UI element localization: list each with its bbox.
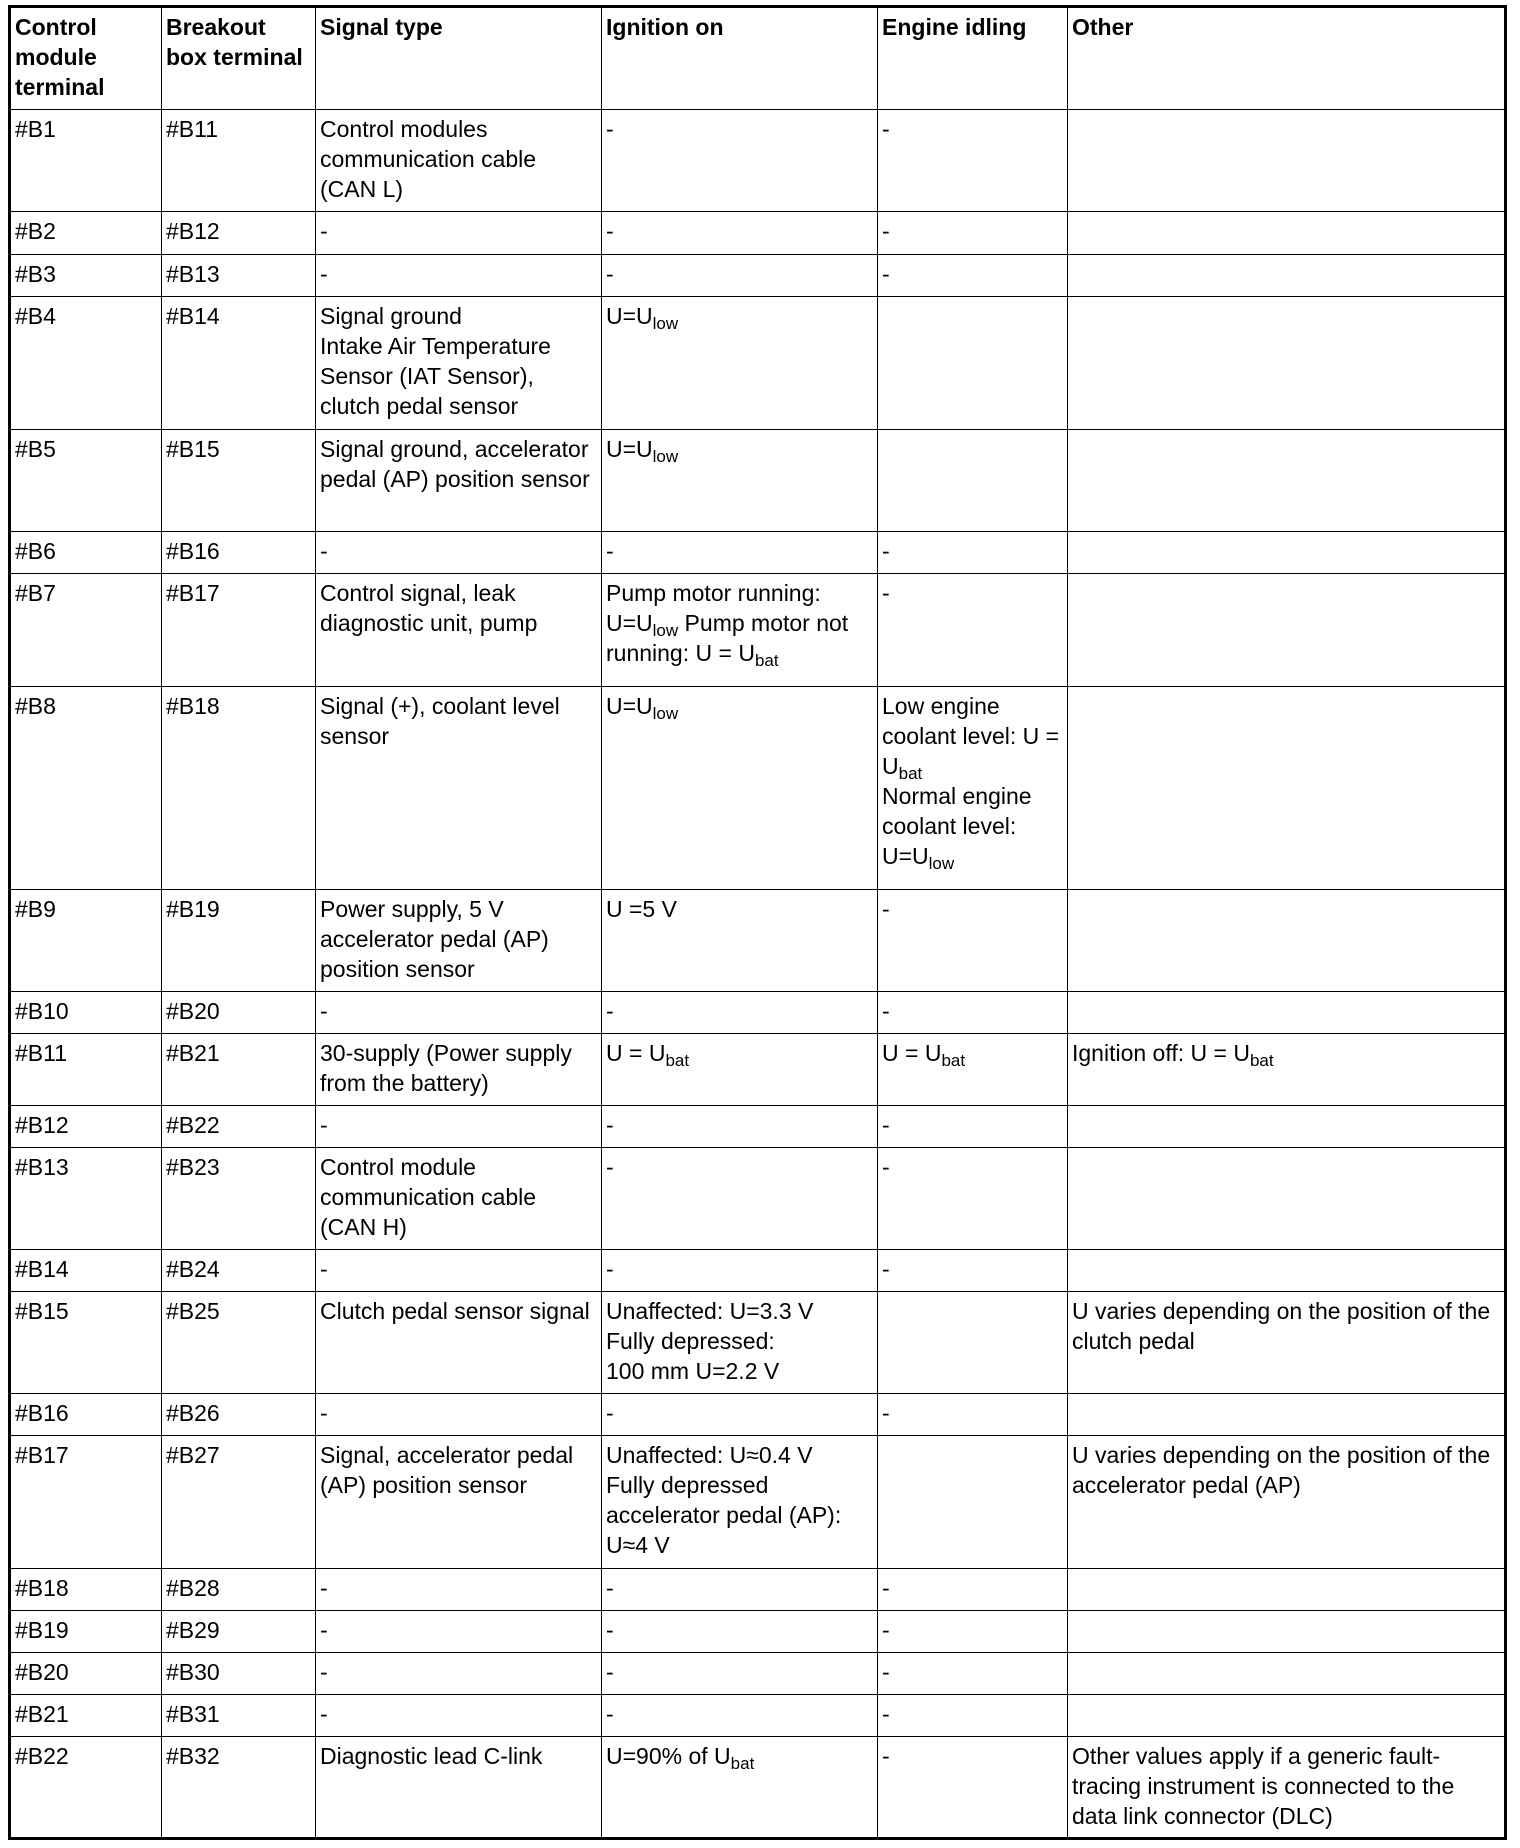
cell-text: - (882, 1617, 890, 1643)
breakout-box-terminal-cell: #B16 (162, 532, 316, 574)
table-row (10, 430, 1506, 532)
subscript-text: low (652, 704, 679, 723)
signal-type-cell (316, 687, 602, 890)
cell-text: 30-supply (Power supply from the battery) (320, 1040, 572, 1096)
control-module-terminal-cell: #B14 (10, 1250, 162, 1292)
cell-text: - (882, 538, 890, 564)
control-module-terminal-cell: #B11 (10, 1034, 162, 1106)
engine-idling-cell (878, 574, 1068, 687)
engine-idling-cell (878, 1737, 1068, 1839)
engine-idling-cell (878, 1148, 1068, 1250)
other-cell (1068, 1292, 1506, 1394)
cell-text: - (606, 1112, 614, 1138)
subscript-text: bat (730, 1754, 755, 1773)
breakout-box-terminal-cell: #B24 (162, 1250, 316, 1292)
breakout-box-terminal-cell: #B18 (162, 687, 316, 890)
cell-text: - (320, 218, 328, 244)
signal-type-cell (316, 992, 602, 1034)
table-row (10, 574, 1506, 687)
table-row (10, 890, 1506, 992)
control-module-terminal-cell: #B18 (10, 1569, 162, 1611)
cell-text: - (606, 1256, 614, 1282)
breakout-box-terminal-cell: #B22 (162, 1106, 316, 1148)
subscript-text: bat (665, 1051, 690, 1070)
breakout-box-terminal-cell: #B19 (162, 890, 316, 992)
ignition-on-cell (602, 1436, 878, 1569)
breakout-box-terminal-cell: #B14 (162, 297, 316, 430)
table-row (10, 1250, 1506, 1292)
subscript-text: low (652, 314, 679, 333)
other-cell (1068, 1569, 1506, 1611)
table-row (10, 297, 1506, 430)
control-module-terminal-cell: #B1 (10, 110, 162, 212)
ignition-on-cell (602, 574, 878, 687)
control-module-terminal-cell: #B3 (10, 255, 162, 297)
breakout-box-terminal-cell: #B21 (162, 1034, 316, 1106)
control-module-terminal-cell: #B22 (10, 1737, 162, 1839)
cell-text: - (320, 1112, 328, 1138)
control-module-terminal-cell: #B5 (10, 430, 162, 532)
table-row (10, 1436, 1506, 1569)
table-row (10, 1653, 1506, 1695)
table-row (10, 1737, 1506, 1839)
table-row (10, 1611, 1506, 1653)
engine-idling-cell (878, 1653, 1068, 1695)
subscript-text: low (652, 447, 679, 466)
cell-text: - (320, 998, 328, 1024)
cell-text: - (882, 1256, 890, 1282)
signal-type-cell (316, 532, 602, 574)
control-module-terminal-cell: #B6 (10, 532, 162, 574)
cell-text: Control modules communication cable (CAN L) (320, 116, 537, 202)
terminal-values-table (8, 5, 1507, 1840)
control-module-terminal-cell: #B16 (10, 1394, 162, 1436)
ignition-on-cell (602, 110, 878, 212)
other-cell (1068, 1250, 1506, 1292)
cell-text: Pump motor running: U=U (606, 580, 821, 636)
table-row (10, 212, 1506, 255)
cell-text: Signal (+), coolant level sensor (320, 693, 560, 749)
cell-text: - (606, 1701, 614, 1727)
subscript-text: bat (898, 764, 923, 783)
engine-idling-cell (878, 1695, 1068, 1737)
cell-text: Power supply, 5 V accelerator pedal (AP) position sensor (320, 896, 549, 982)
breakout-box-terminal-cell: #B20 (162, 992, 316, 1034)
table-row (10, 255, 1506, 297)
other-cell (1068, 1394, 1506, 1436)
subscript-text: bat (1249, 1051, 1274, 1070)
breakout-box-terminal-cell: #B23 (162, 1148, 316, 1250)
cell-text: Normal engine coolant level: U=U (882, 783, 1032, 869)
cell-text: - (320, 538, 328, 564)
ignition-on-cell (602, 1250, 878, 1292)
other-cell (1068, 574, 1506, 687)
engine-idling-cell (878, 1569, 1068, 1611)
cell-text: Ignition off: U = U (1072, 1040, 1250, 1066)
breakout-box-terminal-cell: #B13 (162, 255, 316, 297)
control-module-terminal-cell: #B2 (10, 212, 162, 255)
engine-idling-cell (878, 1106, 1068, 1148)
signal-type-cell (316, 1436, 602, 1569)
cell-text: - (606, 1400, 614, 1426)
header-other: Other (1068, 7, 1506, 110)
ignition-on-cell (602, 992, 878, 1034)
ignition-on-cell (602, 1106, 878, 1148)
ignition-on-cell (602, 255, 878, 297)
other-cell (1068, 110, 1506, 212)
other-cell (1068, 1653, 1506, 1695)
other-cell (1068, 255, 1506, 297)
control-module-terminal-cell: #B9 (10, 890, 162, 992)
ignition-on-cell (602, 1148, 878, 1250)
cell-text: - (606, 218, 614, 244)
cell-text: - (606, 1659, 614, 1685)
breakout-box-terminal-cell: #B28 (162, 1569, 316, 1611)
cell-text: - (882, 580, 890, 606)
cell-text: - (606, 538, 614, 564)
engine-idling-cell (878, 1394, 1068, 1436)
cell-text: Other values apply if a generic fault-tracing instrument is connected to the data link connector (DLC) (1072, 1743, 1455, 1829)
signal-type-cell (316, 1250, 602, 1292)
table-body (10, 110, 1506, 1839)
other-cell (1068, 1436, 1506, 1569)
table-row (10, 1695, 1506, 1737)
control-module-terminal-cell: #B15 (10, 1292, 162, 1394)
cell-text: U =5 V (606, 896, 677, 922)
cell-text: U=U (606, 693, 653, 719)
ignition-on-cell (602, 532, 878, 574)
other-cell (1068, 297, 1506, 430)
signal-type-cell (316, 1653, 602, 1695)
header-signal-type: Signal type (316, 7, 602, 110)
cell-text: - (882, 1743, 890, 1769)
cell-text: - (882, 896, 890, 922)
other-cell (1068, 1737, 1506, 1839)
terminal-table-sheet (8, 5, 1507, 1840)
other-cell (1068, 1148, 1506, 1250)
other-cell (1068, 430, 1506, 532)
subscript-text: low (928, 854, 955, 873)
breakout-box-terminal-cell: #B25 (162, 1292, 316, 1394)
cell-text: - (606, 261, 614, 287)
engine-idling-cell (878, 1292, 1068, 1394)
ignition-on-cell (602, 687, 878, 890)
header-control-module-terminal: Control module terminal (10, 7, 162, 110)
engine-idling-cell (878, 1611, 1068, 1653)
cell-text: - (320, 1659, 328, 1685)
other-cell (1068, 1695, 1506, 1737)
control-module-terminal-cell: #B20 (10, 1653, 162, 1695)
cell-text: Clutch pedal sensor signal (320, 1298, 590, 1324)
cell-text: - (882, 1659, 890, 1685)
cell-text: Diagnostic lead C-link (320, 1743, 543, 1769)
engine-idling-cell (878, 1034, 1068, 1106)
cell-text: U=U (606, 436, 653, 462)
signal-type-cell (316, 1394, 602, 1436)
breakout-box-terminal-cell: #B32 (162, 1737, 316, 1839)
table-row (10, 1148, 1506, 1250)
cell-text: - (882, 116, 890, 142)
signal-type-cell (316, 574, 602, 687)
signal-type-cell (316, 1034, 602, 1106)
ignition-on-cell (602, 1611, 878, 1653)
cell-text: U=90% of U (606, 1743, 731, 1769)
cell-text: - (606, 1617, 614, 1643)
engine-idling-cell (878, 430, 1068, 532)
cell-text: - (320, 1701, 328, 1727)
table-row (10, 1569, 1506, 1611)
cell-text: Signal, accelerator pedal (AP) position sensor (320, 1442, 574, 1498)
control-module-terminal-cell: #B21 (10, 1695, 162, 1737)
subscript-text: low (652, 621, 679, 640)
ignition-on-cell (602, 1737, 878, 1839)
engine-idling-cell (878, 297, 1068, 430)
breakout-box-terminal-cell: #B12 (162, 212, 316, 255)
cell-text: Signal ground, accelerator pedal (AP) position sensor (320, 436, 590, 492)
header-ignition-on: Ignition on (602, 7, 878, 110)
signal-type-cell (316, 430, 602, 532)
control-module-terminal-cell: #B13 (10, 1148, 162, 1250)
engine-idling-cell (878, 255, 1068, 297)
cell-text: - (882, 1575, 890, 1601)
breakout-box-terminal-cell: #B17 (162, 574, 316, 687)
cell-text: Pump motor not running: U = U (606, 610, 849, 666)
control-module-terminal-cell: #B4 (10, 297, 162, 430)
signal-type-cell (316, 1106, 602, 1148)
table-row (10, 532, 1506, 574)
cell-text: Signal ground Intake Air Temperature Sensor (IAT Sensor), clutch pedal sensor (320, 303, 551, 419)
cell-text: - (882, 1400, 890, 1426)
other-cell (1068, 992, 1506, 1034)
control-module-terminal-cell: #B8 (10, 687, 162, 890)
cell-text: U = U (882, 1040, 942, 1066)
header-breakout-box-terminal: Breakout box terminal (162, 7, 316, 110)
cell-text: - (606, 1575, 614, 1601)
cell-text: - (882, 1112, 890, 1138)
cell-text: U=U (606, 303, 653, 329)
cell-text: - (882, 998, 890, 1024)
cell-text: - (606, 116, 614, 142)
breakout-box-terminal-cell: #B29 (162, 1611, 316, 1653)
cell-text: - (606, 998, 614, 1024)
engine-idling-cell (878, 992, 1068, 1034)
other-cell (1068, 1611, 1506, 1653)
signal-type-cell (316, 212, 602, 255)
control-module-terminal-cell: #B17 (10, 1436, 162, 1569)
breakout-box-terminal-cell: #B11 (162, 110, 316, 212)
other-cell (1068, 890, 1506, 992)
subscript-text: bat (754, 651, 779, 670)
ignition-on-cell (602, 1394, 878, 1436)
engine-idling-cell (878, 532, 1068, 574)
cell-text: U varies depending on the position of the clutch pedal (1072, 1298, 1491, 1354)
ignition-on-cell (602, 1653, 878, 1695)
signal-type-cell (316, 890, 602, 992)
ignition-on-cell (602, 1695, 878, 1737)
cell-text: U = U (606, 1040, 666, 1066)
cell-text: - (320, 1575, 328, 1601)
engine-idling-cell (878, 1250, 1068, 1292)
control-module-terminal-cell: #B19 (10, 1611, 162, 1653)
cell-text: - (882, 1701, 890, 1727)
table-row (10, 992, 1506, 1034)
table-row (10, 1106, 1506, 1148)
other-cell (1068, 532, 1506, 574)
table-row (10, 1034, 1506, 1106)
cell-text: - (606, 1154, 614, 1180)
signal-type-cell (316, 1695, 602, 1737)
other-cell (1068, 1034, 1506, 1106)
breakout-box-terminal-cell: #B30 (162, 1653, 316, 1695)
cell-text: Control signal, leak diagnostic unit, pump (320, 580, 538, 636)
ignition-on-cell (602, 212, 878, 255)
table-row (10, 110, 1506, 212)
signal-type-cell (316, 110, 602, 212)
ignition-on-cell (602, 430, 878, 532)
ignition-on-cell (602, 1034, 878, 1106)
table-row (10, 687, 1506, 890)
engine-idling-cell (878, 212, 1068, 255)
other-cell (1068, 1106, 1506, 1148)
breakout-box-terminal-cell: #B15 (162, 430, 316, 532)
cell-text: - (320, 261, 328, 287)
engine-idling-cell (878, 110, 1068, 212)
table-row (10, 1292, 1506, 1394)
cell-text: Unaffected: U≈0.4 V Fully depressed accelerator pedal (AP): U≈4 V (606, 1442, 842, 1558)
control-module-terminal-cell: #B10 (10, 992, 162, 1034)
signal-type-cell (316, 1611, 602, 1653)
ignition-on-cell (602, 1292, 878, 1394)
signal-type-cell (316, 1737, 602, 1839)
signal-type-cell (316, 255, 602, 297)
breakout-box-terminal-cell: #B31 (162, 1695, 316, 1737)
other-cell (1068, 687, 1506, 890)
signal-type-cell (316, 1569, 602, 1611)
cell-text: - (882, 261, 890, 287)
control-module-terminal-cell: #B7 (10, 574, 162, 687)
ignition-on-cell (602, 1569, 878, 1611)
breakout-box-terminal-cell: #B27 (162, 1436, 316, 1569)
cell-text: - (882, 1154, 890, 1180)
cell-text: Low engine coolant level: U = U (882, 693, 1060, 779)
cell-text: Unaffected: U=3.3 V Fully depressed: 100 mm U=2.2 V (606, 1298, 814, 1384)
table-row (10, 1394, 1506, 1436)
cell-text: Control module communication cable (CAN H) (320, 1154, 537, 1240)
signal-type-cell (316, 297, 602, 430)
breakout-box-terminal-cell: #B26 (162, 1394, 316, 1436)
cell-text: - (320, 1256, 328, 1282)
header-row (10, 7, 1506, 110)
cell-text: - (882, 218, 890, 244)
cell-text: - (320, 1617, 328, 1643)
cell-text: - (320, 1400, 328, 1426)
ignition-on-cell (602, 890, 878, 992)
other-cell (1068, 212, 1506, 255)
subscript-text: bat (941, 1051, 966, 1070)
ignition-on-cell (602, 297, 878, 430)
engine-idling-cell (878, 687, 1068, 890)
cell-text: U varies depending on the position of the accelerator pedal (AP) (1072, 1442, 1491, 1498)
control-module-terminal-cell: #B12 (10, 1106, 162, 1148)
signal-type-cell (316, 1148, 602, 1250)
engine-idling-cell (878, 890, 1068, 992)
signal-type-cell (316, 1292, 602, 1394)
engine-idling-cell (878, 1436, 1068, 1569)
header-engine-idling: Engine idling (878, 7, 1068, 110)
